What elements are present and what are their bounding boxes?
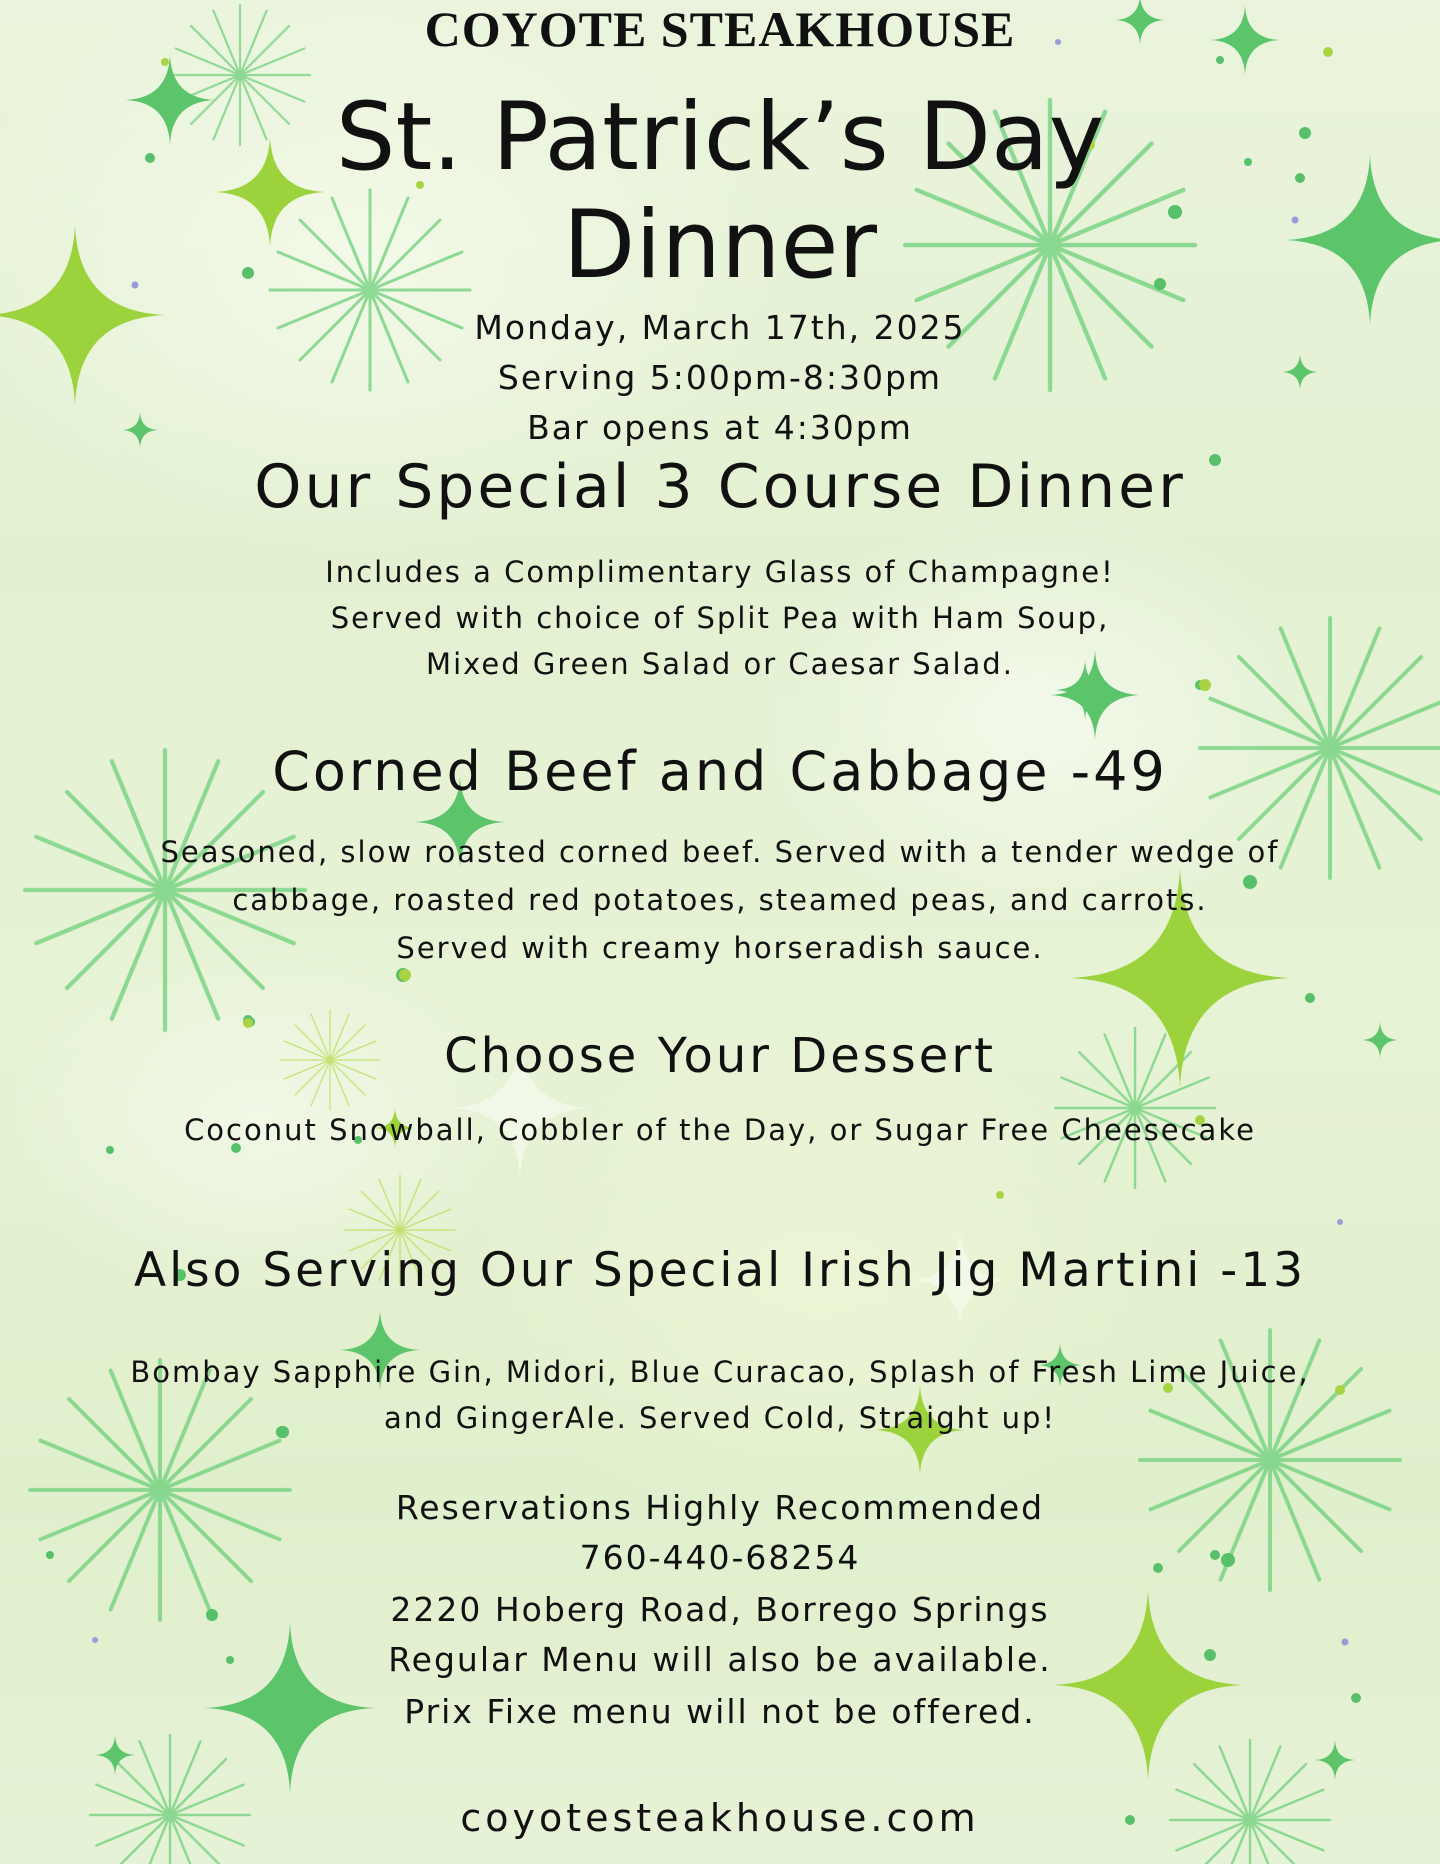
website-link[interactable]: coyotesteakhouse.com [460, 1796, 980, 1840]
regular-menu-note: Regular Menu will also be available. [388, 1640, 1052, 1679]
dessert-heading: Choose Your Dessert [444, 1028, 996, 1084]
drink-description-line: and GingerAle. Served Cold, Straight up! [383, 1401, 1057, 1435]
entree-heading: Corned Beef and Cabbage -49 [272, 740, 1168, 803]
special-description-line: Includes a Complimentary Glass of Champagne! [325, 555, 1115, 589]
drink-description-line: Bombay Sapphire Gin, Midori, Blue Curacao, Splash of Fresh Lime Juice, [130, 1355, 1310, 1389]
event-title-line-2: Dinner [562, 191, 878, 300]
event-title-line-1: St. Patrick’s Day [335, 83, 1105, 192]
bar-hours: Bar opens at 4:30pm [527, 408, 913, 447]
entree-description-line: Seasoned, slow roasted corned beef. Served with a tender wedge of [160, 835, 1280, 869]
special-description-line: Mixed Green Salad or Caesar Salad. [426, 647, 1014, 681]
special-description-line: Served with choice of Split Pea with Ham Soup, [330, 601, 1110, 635]
entree-description-line: Served with creamy horseradish sauce. [396, 931, 1044, 965]
prix-fixe-note: Prix Fixe menu will not be offered. [404, 1692, 1036, 1731]
entree-description-line: cabbage, roasted red potatoes, steamed peas, and carrots. [232, 883, 1208, 917]
event-date: Monday, March 17th, 2025 [474, 308, 966, 347]
reservations-note: Reservations Highly Recommended [395, 1488, 1045, 1527]
dessert-options: Coconut Snowball, Cobbler of the Day, or Sugar Free Cheesecake [184, 1113, 1256, 1147]
serving-hours: Serving 5:00pm-8:30pm [497, 358, 943, 397]
restaurant-name: COYOTE STEAKHOUSE [424, 1, 1016, 57]
phone-number: 760-440-68254 [579, 1538, 861, 1577]
address: 2220 Hoberg Road, Borrego Springs [390, 1590, 1050, 1629]
special-heading: Our Special 3 Course Dinner [254, 452, 1186, 522]
drink-heading: Also Serving Our Special Irish Jig Martini -13 [133, 1243, 1307, 1298]
